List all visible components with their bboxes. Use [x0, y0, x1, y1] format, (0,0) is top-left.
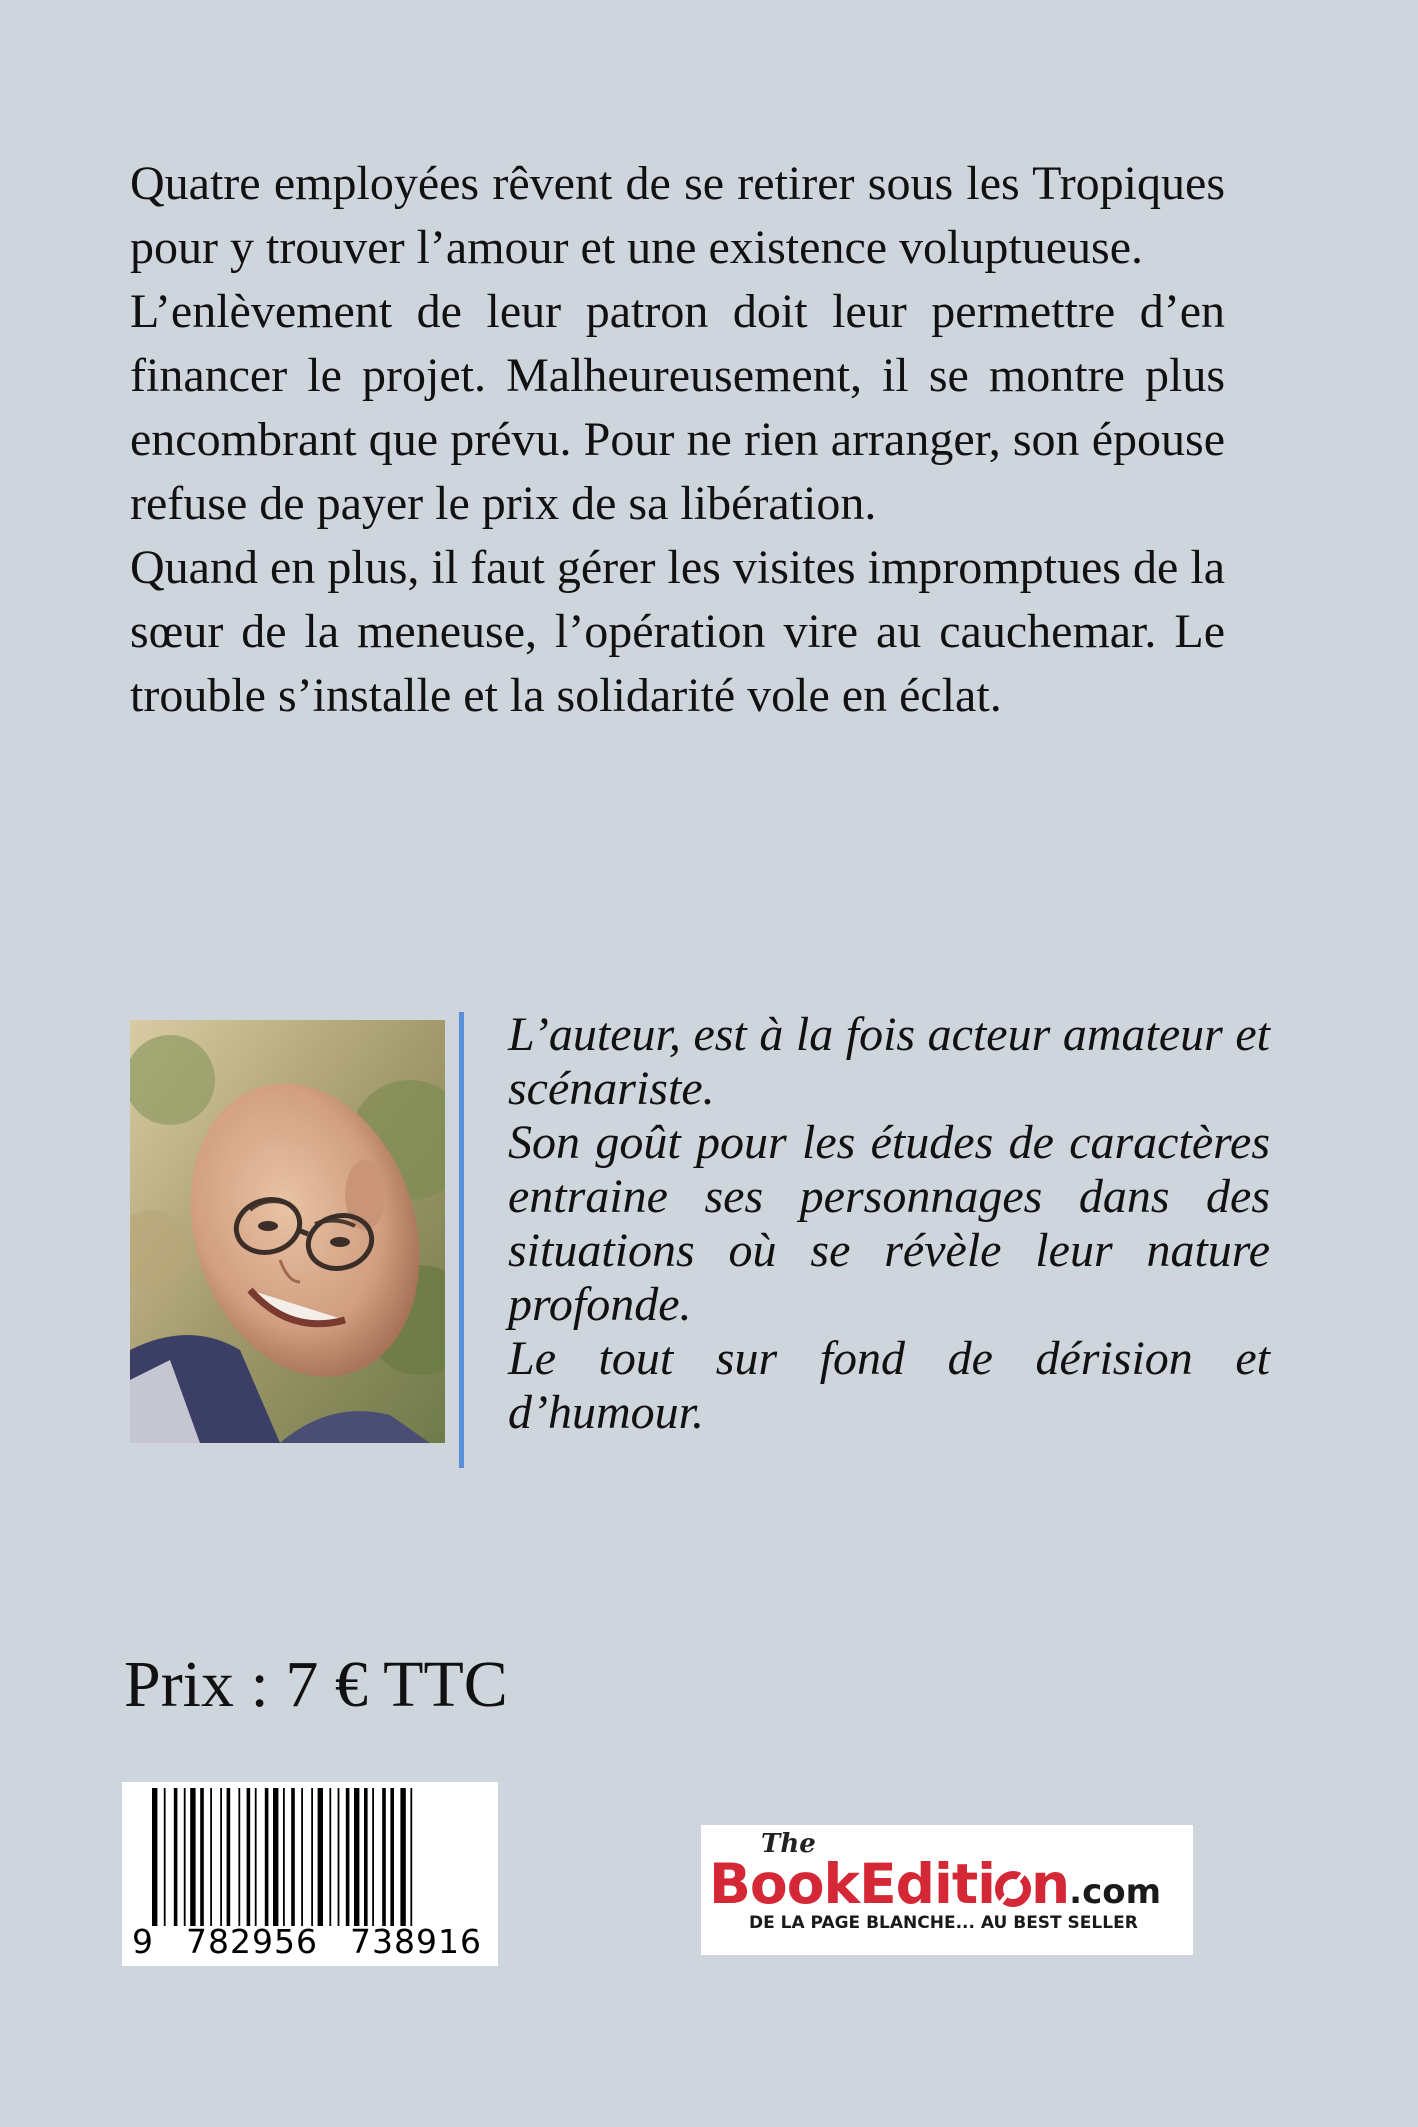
author-photo: [130, 1020, 445, 1443]
barcode-bar: [354, 1788, 359, 1926]
publisher-logo: [701, 1825, 1193, 1955]
barcode-bar: [338, 1788, 340, 1926]
barcode-bar: [220, 1788, 222, 1926]
logo-name: BookEditi: [709, 1852, 996, 1916]
synopsis-paragraph: L’enlèvement de leur patron doit leur permettre d’en financer le projet. Malheureusement, il se montre plus encombrant que prévu. Pour ne rien arranger, son épouse refuse de payer le prix de sa libération.: [130, 285, 1225, 530]
barcode-bar: [410, 1788, 412, 1926]
barcode-bar: [174, 1788, 178, 1926]
price-label: Prix : 7 € TTC: [124, 1648, 508, 1721]
barcode-bar: [164, 1788, 166, 1926]
barcode-bar: [318, 1788, 323, 1926]
logo-domain: .com: [1069, 1872, 1162, 1912]
barcode-bar: [273, 1788, 278, 1926]
quill-o-icon: [995, 1857, 1031, 1897]
author-bio-paragraph: Son goût pour les études de caractères entraine ses personnages dans des situations où se révèle leur nature profonde.: [508, 1116, 1270, 1331]
barcode-bar: [382, 1788, 386, 1926]
synopsis-paragraph: Quatre employées rêvent de se retirer sous les Tropiques pour y trouver l’amour et une existence voluptueuse.: [130, 157, 1225, 274]
barcode-bar: [255, 1788, 257, 1926]
barcode-bar: [190, 1788, 195, 1926]
barcode-bar: [152, 1788, 157, 1926]
isbn-barcode: [122, 1782, 498, 1966]
synopsis-paragraph: Quand en plus, il faut gérer les visites impromptues de la sœur de la meneuse, l’opération vire au cauchemar. Le trouble s’installe et la solidarité vole en éclat.: [130, 541, 1225, 722]
barcode-bar: [210, 1788, 212, 1926]
barcode-bar: [301, 1788, 303, 1926]
barcode-digits-right: 738916: [350, 1922, 482, 1961]
barcode-bar: [311, 1788, 313, 1926]
barcode-bar: [346, 1788, 350, 1926]
barcode-bar: [184, 1788, 186, 1926]
barcode-bar: [227, 1788, 231, 1926]
logo-name-end: n: [1031, 1852, 1070, 1916]
barcode-bar: [390, 1788, 394, 1926]
barcode-bar: [364, 1788, 368, 1926]
barcode-bar: [291, 1788, 295, 1926]
barcode-bars: [122, 1782, 498, 1927]
barcode-digits-left: 782956: [186, 1922, 318, 1961]
barcode-bar: [238, 1788, 240, 1926]
logo-tagline: DE LA PAGE BLANCHE... AU BEST SELLER: [749, 1913, 1138, 1933]
barcode-bar: [200, 1788, 204, 1926]
author-bio-paragraph: Le tout sur fond de dérision et d’humour.: [508, 1332, 1270, 1439]
barcode-bar: [247, 1788, 251, 1926]
author-bio-paragraph: L’auteur, est à la fois acteur amateur et scénariste.: [508, 1008, 1270, 1115]
logo-the: The: [761, 1829, 816, 1859]
author-divider: [459, 1012, 464, 1468]
barcode-bar: [329, 1788, 331, 1926]
barcode-digit-first: 9: [132, 1922, 153, 1961]
barcode-bar: [283, 1788, 285, 1926]
barcode-bar: [372, 1788, 374, 1926]
synopsis-text: [130, 152, 1225, 728]
barcode-bar: [265, 1788, 269, 1926]
barcode-bar: [400, 1788, 405, 1926]
author-bio: [508, 1008, 1270, 1440]
